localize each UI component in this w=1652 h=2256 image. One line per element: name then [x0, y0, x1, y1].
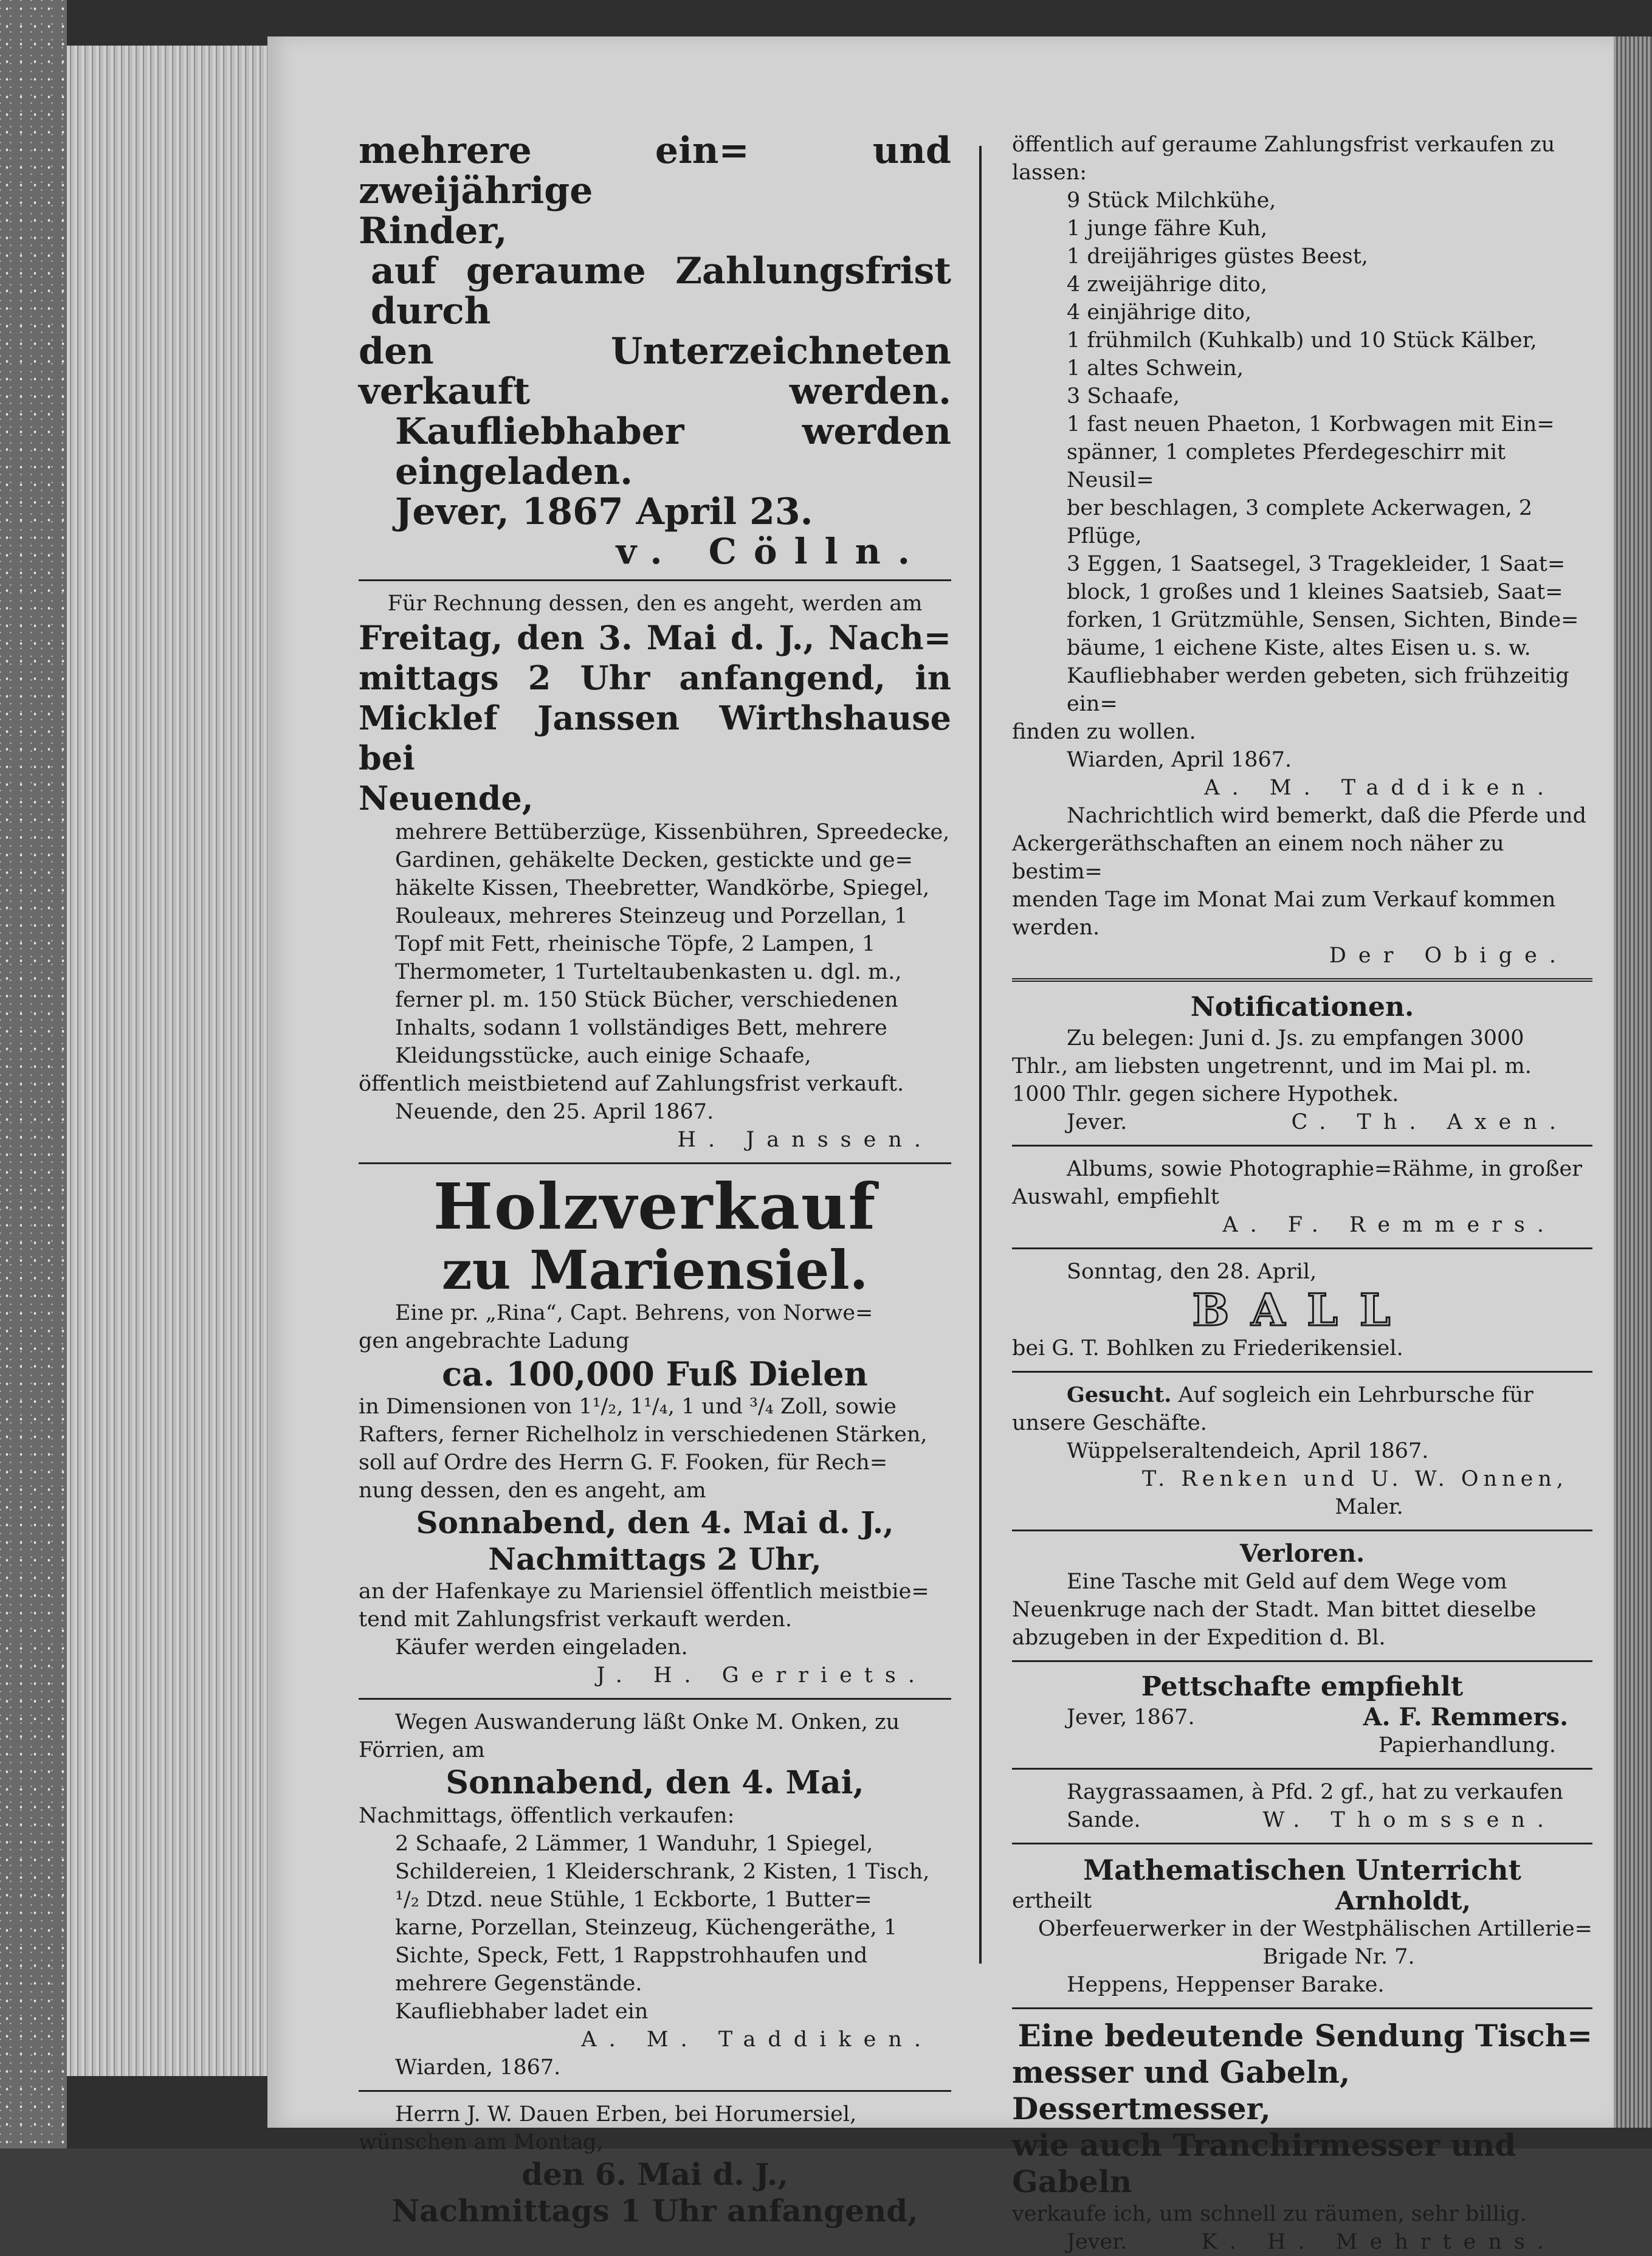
- ad-role: Brigade Nr. 7.: [1262, 1945, 1415, 1969]
- ad-line: Rinder,: [359, 210, 508, 252]
- ad-body-line: Gardinen, gehäkelte Decken, gestickte und ge=: [395, 848, 913, 872]
- ad-body-line: unsere Geschäfte.: [1012, 1411, 1207, 1435]
- ad-title: Mathematischen Unterricht: [1083, 1854, 1521, 1886]
- ad-name: Arnholdt,: [1335, 1886, 1471, 1916]
- ad-body-line: abzugeben in der Expedition d. Bl.: [1012, 1626, 1386, 1650]
- ad-intro: Für Rechnung dessen, den es angeht, werden am: [387, 592, 923, 616]
- ad-host: bei G. T. Bohlken zu Friederikensiel.: [1012, 1336, 1403, 1361]
- ad-date: den 6. Mai d. J.,: [521, 2156, 788, 2192]
- ad-headline: wie auch Tranchirmesser und Gabeln: [1012, 2127, 1516, 2199]
- ad-intro: gen angebrachte Ladung: [359, 1329, 630, 1353]
- ad-subtitle: zu Mariensiel.: [441, 1238, 869, 1302]
- ad-body-line: 1000 Thlr. gegen sichere Hypothek.: [1012, 1082, 1399, 1106]
- list-item: 1 frühmilch (Kuhkalb) und 10 Stück Kälber,: [1067, 328, 1537, 353]
- ad-body-line: Eine Tasche mit Geld auf dem Wege vom: [1067, 1570, 1507, 1594]
- list-item: 4 zweijährige dito,: [1067, 272, 1267, 297]
- ad-separator: [359, 1698, 951, 1700]
- ad-separator: [359, 2090, 951, 2092]
- ad-role: Maler.: [1335, 1495, 1403, 1519]
- ad-body-line: forken, 1 Grützmühle, Sensen, Sichten, Binde=: [1067, 608, 1579, 632]
- ad-signature: A. M. Taddiken.: [1204, 776, 1556, 800]
- ad-headline: Neuende,: [359, 779, 534, 818]
- ad-date: Wiarden, April 1867.: [1067, 748, 1292, 772]
- ad-separator: [1012, 1843, 1592, 1844]
- ad-note: Ackergeräthschaften an einem noch näher zu bestim=: [1012, 832, 1504, 884]
- ad-signature: T. Renken und U. W. Onnen,: [1141, 1467, 1568, 1491]
- ad-body-line: Kaufliebhaber werden gebeten, sich frühzeitig ein=: [1067, 664, 1569, 716]
- ad-body-line: Schildereien, 1 Kleiderschrank, 2 Kisten, 1 Tisch,: [395, 1860, 930, 1884]
- ad-onken: [359, 1708, 951, 2082]
- ad-headline: Eine bedeutende Sendung Tisch=: [1017, 2018, 1592, 2054]
- ad-headline: mittags 2 Uhr anfangend, in: [359, 658, 951, 697]
- ad-intro: Wegen Auswanderung läßt Onke M. Onken, zu: [395, 1710, 900, 1734]
- ad-body-line: 3 Eggen, 1 Saatsegel, 3 Tragekleider, 1 Saat=: [1067, 552, 1566, 576]
- ad-rinder: [359, 131, 951, 571]
- ad-note: menden Tage im Monat Mai zum Verkauf kommen: [1012, 888, 1556, 912]
- ad-invite: Kaufliebhaber ladet ein: [395, 1999, 649, 2024]
- ad-signature: v. Cölln.: [616, 531, 927, 572]
- ad-body-line: bäume, 1 eichene Kiste, altes Eisen u. s. w.: [1067, 636, 1531, 660]
- ad-body-line: Zu belegen: Juni d. Js. zu empfangen 3000: [1067, 1026, 1524, 1050]
- ad-signature: C. Th. Axen.: [1291, 1110, 1568, 1134]
- ad-signature: A. F. Remmers.: [1222, 1213, 1556, 1237]
- list-item: 3 Schaafe,: [1067, 384, 1180, 409]
- ad-separator: [359, 579, 951, 581]
- list-item: 9 Stück Milchkühe,: [1067, 188, 1276, 213]
- ad-title: Gesucht.: [1067, 1382, 1172, 1407]
- ad-body-line: Rafters, ferner Richelholz in verschiedenen Stärken,: [359, 1423, 928, 1447]
- ad-body-line: Topf mit Fett, rheinische Töpfe, 2 Lampen, 1: [395, 932, 876, 956]
- ad-body-line: Rouleaux, mehreres Steinzeug und Porzellan, 1: [395, 904, 908, 928]
- ad-body-line: block, 1 großes und 1 kleines Saatsieb, Saat=: [1067, 580, 1563, 604]
- ad-body-line: soll auf Ordre des Herrn G. F. Fooken, für Rech=: [359, 1451, 888, 1475]
- ad-separator: [1012, 1145, 1592, 1147]
- ad-body-line: Kleidungsstücke, auch einige Schaafe,: [395, 1044, 811, 1068]
- ad-place: Jever, 1867.: [1067, 1705, 1195, 1730]
- ad-place: Sande.: [1067, 1808, 1141, 1832]
- ad-body-line: Thlr., am liebsten ungetrennt, und im Mai pl. m.: [1012, 1054, 1532, 1078]
- ad-body-line: finden zu wollen.: [1012, 720, 1196, 744]
- ad-signature: Der Obige.: [1329, 943, 1568, 968]
- ad-note: werden.: [1012, 916, 1100, 940]
- ad-line: den Unterzeichneten verkauft werden.: [359, 330, 951, 413]
- ad-date: Neuende, den 25. April 1867.: [395, 1100, 714, 1124]
- ad-headline: Freitag, den 3. Mai d. J., Nach=: [359, 618, 951, 657]
- ad-headline: Micklef Janssen Wirthshause bei: [359, 699, 951, 778]
- ad-body-line: Albums, sowie Photographie=Rähme, in großer: [1067, 1157, 1582, 1181]
- ad-neuende: [359, 590, 951, 1154]
- ad-title: Verloren.: [1239, 1539, 1365, 1568]
- ad-body-line: spänner, 1 completes Pferdegeschirr mit Neusil=: [1067, 440, 1506, 492]
- ad-date: Sonnabend, den 4. Mai,: [446, 1764, 864, 1801]
- ad-role: Oberfeuerwerker in der Westphälischen Artillerie=: [1038, 1917, 1592, 1941]
- ad-body-line: Auf sogleich ein Lehrbursche für: [1178, 1383, 1533, 1407]
- ad-separator: [359, 1162, 951, 1164]
- right-column: [1012, 131, 1592, 2256]
- ad-line: mehrere ein= und zweijährige: [359, 129, 951, 212]
- right-page-edge: [1614, 36, 1652, 2128]
- ad-date: Sonntag, den 28. April,: [1067, 1260, 1317, 1284]
- ad-intro: Herrn J. W. Dauen Erben, bei Horumersiel,: [395, 2102, 857, 2127]
- ad-place: Jever.: [1067, 2230, 1127, 2254]
- ad-dauen: [359, 2100, 951, 2229]
- ad-invite: Käufer werden eingeladen.: [395, 1635, 688, 1660]
- ad-separator: [1012, 1371, 1592, 1373]
- ball-title: BALL: [1192, 1284, 1413, 1336]
- list-item: 1 dreijähriges güstes Beest,: [1067, 244, 1368, 269]
- ad-body-line: Thermometer, 1 Turteltaubenkasten u. dgl. m.,: [395, 960, 902, 984]
- ad-lead: Nachmittags, öffentlich verkaufen:: [359, 1804, 735, 1828]
- ad-date: Sonnabend, den 4. Mai d. J.,: [416, 1505, 894, 1540]
- ad-separator: [1012, 1660, 1592, 1662]
- ad-body-line: ferner pl. m. 150 Stück Bücher, verschiedenen: [395, 988, 898, 1012]
- page-stack-edges: [67, 46, 267, 2076]
- list-item: 1 junge fähre Kuh,: [1067, 216, 1268, 241]
- ad-separator: [1012, 1530, 1592, 1531]
- ad-closing: öffentlich meistbietend auf Zahlungsfrist verkauft.: [359, 1072, 904, 1096]
- list-item: 4 einjährige dito,: [1067, 300, 1252, 325]
- ad-note: Nachrichtlich wird bemerkt, daß die Pferde und: [1067, 804, 1587, 828]
- ad-time: Nachmittags 2 Uhr,: [488, 1541, 822, 1577]
- ad-date-place: Wiarden, 1867.: [395, 2055, 561, 2080]
- ad-intro: lassen:: [1012, 160, 1087, 185]
- section-separator: [1012, 978, 1592, 982]
- ad-intro: Eine pr. „Rina“, Capt. Behrens, von Norwe=: [395, 1301, 873, 1325]
- ad-taddiken: [1012, 131, 1592, 970]
- ad-body-line: ber beschlagen, 3 complete Ackerwagen, 2 Pflüge,: [1067, 496, 1533, 548]
- notifications-section: [1012, 990, 1592, 2256]
- ad-body-line: 1 fast neuen Phaeton, 1 Korbwagen mit Ein=: [1067, 412, 1555, 436]
- ad-separator: [1012, 1768, 1592, 1770]
- ad-body-line: mehrere Gegenstände.: [395, 1971, 642, 1996]
- ad-body-line: Sichte, Speck, Fett, 1 Rappstrohhaufen und: [395, 1944, 868, 1968]
- ad-body-line: 2 Schaafe, 2 Lämmer, 1 Wanduhr, 1 Spiegel,: [395, 1832, 873, 1856]
- ad-amount: ca. 100,000 Fuß Dielen: [442, 1354, 868, 1393]
- ad-body-line: an der Hafenkaye zu Mariensiel öffentlich meistbie=: [359, 1579, 929, 1604]
- ad-place: Heppens, Heppenser Barake.: [1067, 1973, 1385, 1997]
- section-title: Notificationen.: [1190, 992, 1414, 1023]
- ad-role: Papierhandlung.: [1378, 1733, 1556, 1758]
- ad-line: Jever, 1867 April 23.: [395, 491, 813, 533]
- ad-title: Holzverkauf: [433, 1169, 877, 1244]
- ad-body-line: Raygrassaamen, à Pfd. 2 gf., hat zu verkaufen: [1067, 1780, 1563, 1804]
- ad-line: Kaufliebhaber werden eingeladen.: [395, 410, 951, 493]
- ad-body-line: tend mit Zahlungsfrist verkauft werden.: [359, 1607, 792, 1632]
- ad-date: Wüppelseraltendeich, April 1867.: [1067, 1439, 1429, 1463]
- book-cover-edge: [0, 0, 67, 2148]
- ad-signature: K. H. Mehrtens.: [1201, 2230, 1556, 2254]
- ad-signature: A. M. Taddiken.: [581, 2027, 933, 2052]
- ad-title: Pettschafte empfiehlt: [1141, 1671, 1464, 1702]
- ad-body-line: Neuenkruge nach der Stadt. Man bittet dieselbe: [1012, 1598, 1537, 1622]
- ad-intro: Förrien, am: [359, 1738, 485, 1762]
- ad-place: Jever.: [1067, 1110, 1127, 1134]
- ad-signature: W. Thomssen.: [1262, 1808, 1556, 1832]
- ad-line: auf geraume Zahlungsfrist durch: [371, 250, 951, 333]
- ad-body-line: häkelte Kissen, Theebretter, Wandkörbe, Spiegel,: [395, 876, 930, 900]
- ad-signature: J. H. Gerriets.: [596, 1663, 927, 1688]
- left-column: [359, 131, 951, 2229]
- ad-separator: [1012, 1247, 1592, 1249]
- ad-body-line: in Dimensionen von 1¹/₂, 1¹/₄, 1 und ³/₄ Zoll, sowie: [359, 1395, 897, 1419]
- ad-holzverkauf: [359, 1169, 951, 1689]
- ad-body-line: Inhalts, sodann 1 vollständiges Bett, mehrere: [395, 1016, 887, 1040]
- ad-intro: öffentlich auf geraume Zahlungsfrist verkaufen zu: [1012, 133, 1555, 157]
- column-divider: [979, 146, 982, 1964]
- ad-body-line: verkaufe ich, um schnell zu räumen, sehr billig.: [1012, 2202, 1527, 2226]
- ad-body-line: Auswahl, empfiehlt: [1012, 1185, 1219, 1209]
- ad-headline: messer und Gabeln, Dessertmesser,: [1012, 2054, 1351, 2127]
- ad-time: Nachmittags 1 Uhr anfangend,: [391, 2193, 918, 2229]
- ad-signature: H. Janssen.: [677, 1128, 933, 1152]
- ad-body-line: mehrere Bettüberzüge, Kissenbühren, Spreedecke,: [395, 820, 950, 844]
- ad-body-line: nung dessen, den es angeht, am: [359, 1478, 706, 1503]
- ad-separator: [1012, 2007, 1592, 2009]
- ad-body-line: karne, Porzellan, Steinzeug, Küchengeräthe, 1: [395, 1916, 898, 1940]
- ad-intro: wünschen am Montag,: [359, 2130, 604, 2154]
- list-item: 1 altes Schwein,: [1067, 356, 1244, 381]
- ad-body-line: ¹/₂ Dtzd. neue Stühle, 1 Eckborte, 1 Butter=: [395, 1888, 872, 1912]
- ad-lead: ertheilt: [1012, 1889, 1092, 1913]
- ad-signature: A. F. Remmers.: [1363, 1703, 1568, 1731]
